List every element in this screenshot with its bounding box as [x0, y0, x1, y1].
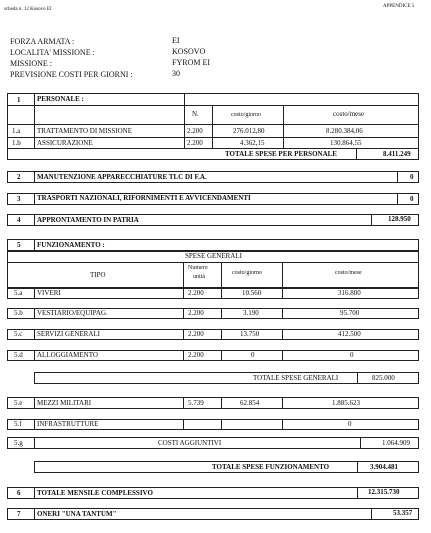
row-5e-mese: 1.885.623 [332, 399, 360, 407]
section-6-value: 12.315.730 [368, 488, 400, 496]
section-4-title: APPRONTAMENTO IN PATRIA [37, 216, 139, 224]
row-1a-giorno: 276.012,80 [233, 127, 265, 135]
totale-spese-generali-value: 825.000 [372, 374, 395, 382]
row-5a-code: 5.a [14, 289, 23, 297]
row-5c-n: 2.200 [188, 330, 204, 338]
scheda-label: scheda n. 12 Kosovo EI [4, 7, 52, 12]
row-5g-code: 5.g [14, 439, 23, 447]
row-5d-giorno: 0 [251, 351, 255, 359]
row-5c-mese: 412.500 [338, 330, 361, 338]
missione-label: MISSIONE : [10, 59, 53, 68]
row-5b-n: 2.200 [188, 309, 204, 317]
previsione-label: PREVISIONE COSTI PER GIORNI : [10, 70, 133, 79]
row-5d-code: 5.d [14, 351, 23, 359]
row-5e-code: 5.e [14, 399, 23, 407]
row-1b-label: ASSICURAZIONE [37, 139, 93, 147]
row-1a-n: 2.200 [187, 127, 203, 135]
section-3-number: 3 [17, 195, 21, 203]
totale-spese-generali-label: TOTALE SPESE GENERALI [253, 374, 339, 382]
row-5f-code: 5.f [14, 420, 22, 428]
col-giorno-header: costo/giorno [231, 112, 261, 118]
section-3-value: 0 [410, 195, 414, 203]
row-5d-label: ALLOGGIAMENTO [37, 351, 98, 359]
row-5b-mese: 95.700 [340, 309, 360, 317]
section-4-value: 128.950 [388, 215, 411, 223]
row-5a-mese: 316.800 [338, 289, 361, 297]
col-n-header: N. [192, 110, 199, 118]
row-5d-n: 2.200 [188, 351, 204, 359]
funzionamento-total-label: TOTALE SPESE FUNZIONAMENTO [212, 463, 330, 471]
col-numero-header: Numero [188, 265, 208, 271]
col-mese-header-5: costo/mese [335, 270, 362, 276]
row-5f-label: INFRASTRUTTURE [37, 420, 99, 428]
forza-armata-label: FORZA ARMATA : [10, 37, 75, 46]
row-1a-code: 1.a [12, 127, 21, 135]
funzionamento-total-value: 3.904.481 [370, 463, 398, 471]
row-5e-n: 5.739 [188, 399, 204, 407]
row-5d-mese: 0 [350, 351, 354, 359]
section-3-title: TRASPORTI NAZIONALI, RIFORNIMENTI E AVVICENDAMENTI [37, 194, 251, 202]
row-5e-label: MEZZI MILITARI [37, 399, 92, 407]
section-7-title: ONERI "UNA TANTUM" [37, 510, 117, 518]
row-5c-giorno: 13.750 [240, 330, 260, 338]
row-5a-label: VIVERI [37, 289, 61, 297]
row-5b-label: VESTIARIO/EQUIPAG. [37, 309, 108, 317]
row-5f-mese: 0 [348, 420, 352, 428]
localita-label: LOCALITA' MISSIONE : [10, 48, 95, 57]
section-7-value: 53.357 [393, 509, 413, 517]
row-1a-label: TRATTAMENTO DI MISSIONE [37, 127, 132, 135]
forza-armata-value: EI [172, 36, 180, 45]
section-2-title: MANUTENZIONE APPARECCHIATURE TLC DI F.A. [37, 173, 207, 181]
col-giorno-header-5: costo/giorno [232, 270, 262, 276]
row-5b-giorno: 3.190 [243, 309, 259, 317]
row-5b-code: 5.b [14, 309, 23, 317]
row-5g-value: 1.064.909 [382, 439, 410, 447]
missione-value: FYROM EI [172, 58, 211, 67]
appendice-label: APPENDICE 5 [383, 4, 415, 9]
col-unita-header: unità [193, 274, 205, 280]
row-5c-label: SERVIZI GENERALI [37, 330, 101, 338]
row-5a-giorno: 10.560 [242, 289, 262, 297]
row-1b-mese: 130.864,55 [330, 139, 362, 147]
section-2-number: 2 [17, 173, 21, 181]
localita-value: KOSOVO [172, 47, 206, 56]
row-5a-n: 2.200 [188, 289, 204, 297]
row-1a-mese: 8.280.384,06 [326, 127, 363, 135]
section-7-number: 7 [17, 510, 21, 518]
row-1b-n: 2.200 [187, 139, 203, 147]
section-1-number: 1 [17, 96, 21, 104]
personale-total-label: TOTALE SPESE PER PERSONALE [225, 150, 337, 158]
col-tipo-header: TIPO [90, 271, 106, 279]
section-6-title: TOTALE MENSILE COMPLESSIVO [37, 489, 153, 497]
previsione-value: 30 [172, 69, 180, 78]
section-4-number: 4 [17, 216, 21, 224]
row-5g-label: COSTI AGGIUNTIVI [158, 439, 222, 447]
section-6-number: 6 [17, 489, 21, 497]
spese-generali-header: SPESE GENERALI [185, 252, 242, 260]
row-5e-giorno: 62.854 [240, 399, 260, 407]
section-2-value: 0 [410, 173, 414, 181]
section-5-number: 5 [17, 241, 21, 249]
section-1-title: PERSONALE : [37, 95, 84, 103]
row-1b-code: 1.b [12, 139, 21, 147]
row-1b-giorno: 4.362,15 [240, 139, 265, 147]
row-5c-code: 5.c [14, 330, 23, 338]
section-5-title: FUNZIONAMENTO : [37, 241, 105, 249]
personale-total-value: 8.411.249 [383, 150, 411, 158]
col-mese-header: costo/mese [333, 110, 365, 118]
